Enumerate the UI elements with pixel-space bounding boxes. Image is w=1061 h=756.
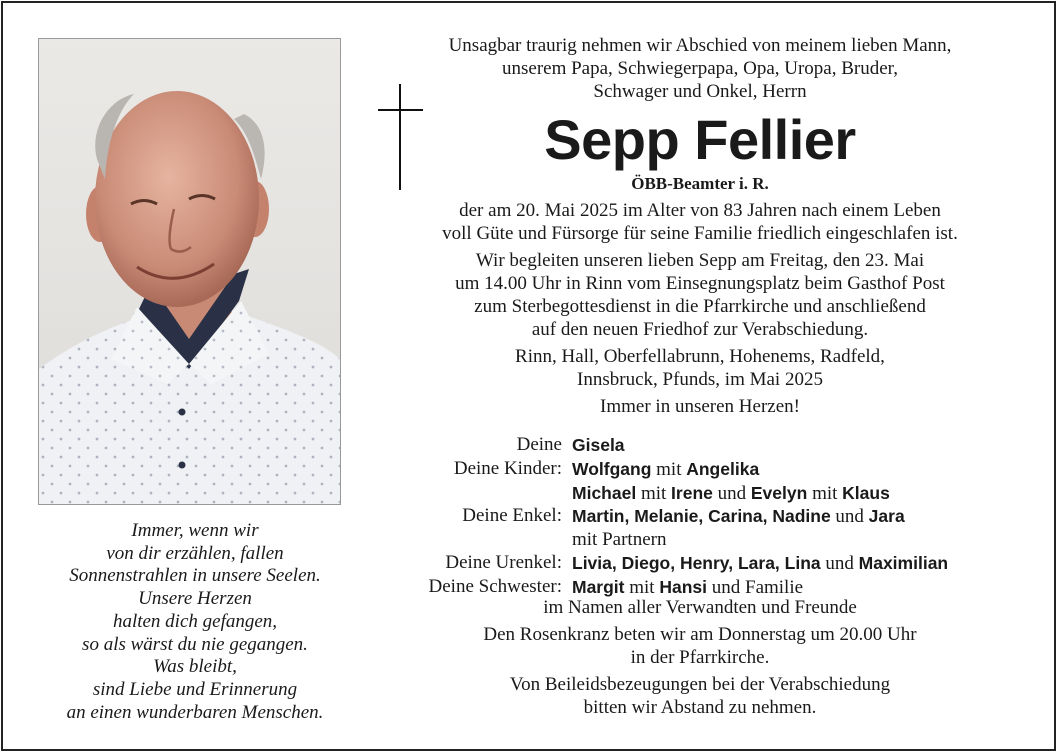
family-label: Deine Urenkel:: [445, 551, 562, 573]
family-connector: mit: [812, 482, 838, 504]
family-name: Michael: [572, 482, 637, 503]
family-name: Martin, Melanie, Carina, Nadine: [572, 506, 831, 527]
portrait-illustration: [39, 39, 340, 504]
family-name: Margit: [572, 576, 625, 597]
intro-line: unserem Papa, Schwiegerpapa, Opa, Uropa, Bruder,: [502, 58, 898, 79]
family-label: Deine Schwester:: [428, 575, 562, 597]
funeral-line: um 14.00 Uhr in Rinn vom Einsegnungsplatz beim Gasthof Post: [455, 273, 945, 294]
poem-line: sind Liebe und Erinnerung: [92, 678, 298, 700]
family-connector: mit: [656, 458, 682, 480]
funeral-line: auf den neuen Friedhof zur Verabschiedung.: [531, 319, 869, 340]
obituary-main-text: [360, 34, 1040, 418]
hearts-line: Immer in unseren Herzen!: [600, 396, 800, 417]
family-connector: und: [825, 552, 854, 574]
rosary-line: in der Pfarrkirche.: [630, 647, 770, 668]
intro-line: Unsagbar traurig nehmen wir Abschied von meinem lieben Mann,: [448, 35, 952, 56]
deceased-name: Sepp Fellier: [544, 108, 856, 171]
family-name: Klaus: [842, 482, 890, 503]
family-connector: und: [835, 506, 864, 528]
relatives-line: im Namen aller Verwandten und Freunde: [543, 597, 857, 618]
poem-line: Immer, wenn wir: [131, 520, 259, 541]
family-name: Livia, Diego, Henry, Lara, Lina: [572, 552, 821, 573]
family-name: Maximilian: [858, 552, 949, 573]
poem-line: Unsere Herzen: [138, 588, 252, 610]
family-connector: mit: [629, 576, 655, 598]
death-line: der am 20. Mai 2025 im Alter von 83 Jahren nach einem Leben: [459, 200, 941, 221]
poem-line: von dir erzählen, fallen: [106, 542, 284, 564]
family-name: Angelika: [686, 458, 760, 479]
family-label: Deine Kinder:: [453, 457, 562, 479]
condolence-line: bitten wir Abstand zu nehmen.: [583, 697, 817, 718]
portrait-photo: [38, 38, 341, 505]
family-row-grandchildren: [390, 505, 1030, 529]
obituary-closing-text: [360, 596, 1040, 719]
family-list: [390, 434, 1030, 600]
family-label: Deine: [516, 434, 562, 455]
family-name: Irene: [671, 482, 713, 503]
funeral-line: zum Sterbegottesdienst in die Pfarrkirche und anschließend: [474, 296, 926, 317]
family-name: Jara: [868, 506, 905, 527]
family-name: Wolfgang: [572, 458, 652, 479]
poem-line: halten dich gefangen,: [112, 610, 278, 632]
deceased-title: ÖBB-Beamter i. R.: [631, 174, 769, 193]
family-row-grandchildren-partners: [390, 529, 1030, 552]
family-row-wife: [390, 434, 1030, 458]
family-row-children-2: [390, 482, 1030, 506]
family-connector: mit: [640, 482, 667, 504]
rosary-line: Den Rosenkranz beten wir am Donnerstag um 20.00 Uhr: [483, 624, 917, 645]
funeral-line: Wir begleiten unseren lieben Sepp am Freitag, den 23. Mai: [475, 250, 925, 271]
poem-line: an einen wunderbaren Menschen.: [66, 701, 324, 723]
family-name: Hansi: [659, 576, 707, 597]
poem-line: so als wärst du nie gegangen.: [82, 633, 308, 655]
family-connector: und Familie: [711, 576, 804, 598]
condolence-line: Von Beileidsbezeugungen bei der Verabschiedung: [509, 674, 891, 695]
death-line: voll Güte und Fürsorge für seine Familie friedlich eingeschlafen ist.: [442, 223, 958, 244]
family-connector: und: [717, 482, 747, 504]
poem-line: Was bleibt,: [153, 656, 237, 678]
family-label: Deine Enkel:: [462, 505, 562, 527]
places-line: Rinn, Hall, Oberfellabrunn, Hohenems, Radfeld,: [515, 346, 885, 367]
family-row-children: [390, 458, 1030, 482]
intro-line: Schwager und Onkel, Herrn: [593, 81, 807, 102]
family-name: Gisela: [572, 435, 625, 455]
places-line: Innsbruck, Pfunds, im Mai 2025: [577, 369, 823, 390]
family-name: Evelyn: [750, 482, 808, 503]
family-connector: mit Partnern: [572, 529, 667, 551]
poem-line: Sonnenstrahlen in unsere Seelen.: [69, 565, 321, 587]
family-row-great-grandchildren: [390, 552, 1030, 576]
memorial-poem: [34, 520, 356, 724]
